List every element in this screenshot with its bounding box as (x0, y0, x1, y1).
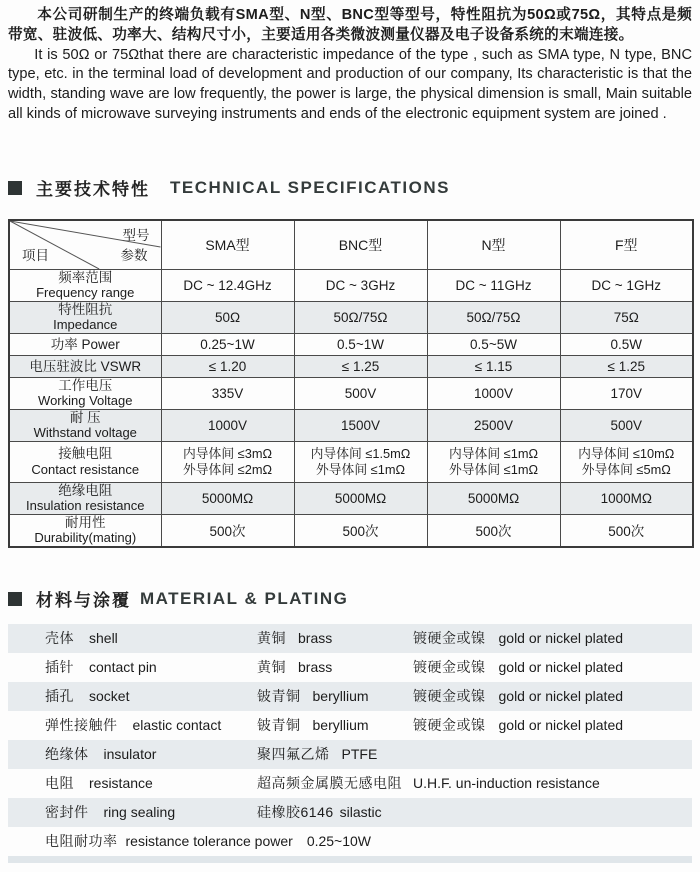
spec-row-power (9, 333, 693, 355)
spec-value: 335V (161, 377, 294, 409)
plating-zh: 镀硬金或镍 (413, 717, 486, 734)
materials-title-en: MATERIAL & PLATING (140, 588, 349, 608)
material-row-resistance-tolerance-power (8, 827, 692, 856)
material-en: 0.25~10W (306, 833, 372, 850)
intro-paragraph-en: It is 50Ω or 75Ωthat there are characteristic impedance of the type , such as SMA type, N type, BNC type, etc. in the terminal load of development and production of our company, Its characteristic is that the width, standing wave are low frequently, the power is large, the physical dimension is small, Main suitable all kinds of microwave surveying instruments and ends of the electronic equipment system are joined . (8, 46, 692, 122)
spec-value: 500次 (427, 514, 560, 547)
column-header-f: F型 (560, 220, 693, 270)
section-bullet-icon (8, 592, 22, 606)
spec-value: 1000V (427, 377, 560, 409)
material-en: silastic (339, 804, 382, 821)
material-row-shell (8, 624, 692, 653)
material-en: brass (298, 630, 333, 647)
spec-value: 0.5~1W (294, 333, 427, 355)
material-row-resistance (8, 769, 692, 798)
spec-value: 内导体间 ≤10mΩ 外导体间 ≤5mΩ (560, 441, 693, 482)
material-zh: 黄铜 (257, 659, 286, 676)
materials-list (8, 624, 692, 863)
spec-row-durability (9, 514, 693, 547)
row-label: 功率 Power (9, 333, 161, 355)
spec-value: DC ~ 12.4GHz (161, 269, 294, 301)
part-name-zh: 壳体 (45, 630, 74, 647)
section-bullet-icon (8, 181, 22, 195)
corner-label-item: 项目 (22, 247, 49, 263)
part-name-en: shell (89, 630, 118, 647)
material-zh: 硅橡胶6146 (257, 804, 334, 821)
spec-value: 0.25~1W (161, 333, 294, 355)
spec-value: 0.5~5W (427, 333, 560, 355)
row-label: 频率范围 Frequency range (9, 269, 161, 301)
part-name-zh: 电阻 (45, 775, 74, 792)
spec-value: 500次 (560, 514, 693, 547)
spec-row-vswr (9, 355, 693, 377)
plating-zh: 镀硬金或镍 (413, 630, 486, 647)
row-label: 耐 压 Withstand voltage (9, 409, 161, 441)
part-name-en: ring sealing (103, 804, 176, 821)
part-name-zh: 插针 (45, 659, 74, 676)
spec-value: ≤ 1.15 (427, 355, 560, 377)
spec-value: 5000MΩ (427, 482, 560, 514)
spec-value: 1500V (294, 409, 427, 441)
row-label: 耐用性 Durability(mating) (9, 514, 161, 547)
part-name-zh: 密封件 (45, 804, 89, 821)
spec-value: 内导体间 ≤1mΩ 外导体间 ≤1mΩ (427, 441, 560, 482)
spec-row-contact-resistance (9, 441, 693, 482)
section-header-specs (8, 177, 692, 199)
spec-value: ≤ 1.25 (560, 355, 693, 377)
spec-value: 500V (294, 377, 427, 409)
spec-table-corner-cell (9, 220, 161, 270)
spec-value: DC ~ 3GHz (294, 269, 427, 301)
spec-value: ≤ 1.20 (161, 355, 294, 377)
column-header-n: N型 (427, 220, 560, 270)
material-row-socket (8, 682, 692, 711)
part-name-zh: 插孔 (45, 688, 74, 705)
part-name-en: socket (89, 688, 130, 705)
materials-title-zh: 材料与涂覆 (36, 591, 131, 611)
spec-table-header-row (9, 220, 693, 270)
plating-en: U.H.F. un-induction resistance (413, 775, 600, 792)
plating-en: gold or nickel plated (498, 688, 624, 705)
spec-value: DC ~ 11GHz (427, 269, 560, 301)
spec-table (8, 219, 694, 548)
material-row-insulator (8, 740, 692, 769)
row-label: 工作电压 Working Voltage (9, 377, 161, 409)
plating-en: gold or nickel plated (498, 630, 624, 647)
bottom-shaded-strip (8, 856, 692, 863)
part-name-zh: 电阻耐功率 (45, 833, 118, 850)
plating-en: gold or nickel plated (498, 717, 624, 734)
spec-row-frequency-range (9, 269, 693, 301)
spec-row-working-voltage (9, 377, 693, 409)
spec-value: 0.5W (560, 333, 693, 355)
part-name-en: contact pin (89, 659, 157, 676)
part-name-en: elastic contact (132, 717, 222, 734)
material-zh: 超高频金属膜无感电阻 (257, 775, 402, 792)
corner-label-model: 型号 (122, 227, 150, 243)
material-row-elastic-contact (8, 711, 692, 740)
spec-value: 75Ω (560, 301, 693, 333)
spec-row-withstand-voltage (9, 409, 693, 441)
corner-label-param: 参数 (120, 247, 148, 263)
material-zh: 聚四氟乙烯 (257, 746, 330, 763)
material-en: brass (298, 659, 333, 676)
intro-paragraph-zh: 本公司研制生产的终端负载有SMA型、N型、BNC型等型号，特性阻抗为50Ω或75Ω，其特点是频带宽、驻波低、功率大、结构尺寸小，主要适用各类微波测量仪器及电子设备系统的末端连接。 (8, 7, 692, 43)
spec-value: 500次 (294, 514, 427, 547)
spec-value: 170V (560, 377, 693, 409)
plating-zh: 镀硬金或镍 (413, 688, 486, 705)
part-name-en: insulator (103, 746, 157, 763)
plating-en: gold or nickel plated (498, 659, 624, 676)
part-name-en: resistance (89, 775, 153, 792)
spec-value: 500次 (161, 514, 294, 547)
row-label: 特性阻抗 Impedance (9, 301, 161, 333)
spec-value: ≤ 1.25 (294, 355, 427, 377)
specs-title-zh: 主要技术特性 (36, 180, 150, 200)
plating-zh: 镀硬金或镍 (413, 659, 486, 676)
material-zh: 铍青铜 (257, 688, 301, 705)
spec-value: 5000MΩ (294, 482, 427, 514)
spec-value: 50Ω/75Ω (294, 301, 427, 333)
spec-value: 内导体间 ≤1.5mΩ 外导体间 ≤1mΩ (294, 441, 427, 482)
material-zh: 铍青铜 (257, 717, 301, 734)
spec-value: 50Ω (161, 301, 294, 333)
section-header-materials (8, 588, 692, 610)
material-en: PTFE (341, 746, 378, 763)
row-label: 电压驻波比 VSWR (9, 355, 161, 377)
material-row-ring-sealing (8, 798, 692, 827)
material-row-contact-pin (8, 653, 692, 682)
material-en: beryllium (312, 717, 369, 734)
row-label: 绝缘电阻 Insulation resistance (9, 482, 161, 514)
specs-title-en: TECHNICAL SPECIFICATIONS (170, 177, 450, 197)
material-en: beryllium (312, 688, 369, 705)
spec-value: DC ~ 1GHz (560, 269, 693, 301)
column-header-bnc: BNC型 (294, 220, 427, 270)
part-name-en: resistance tolerance power (125, 833, 293, 850)
column-header-sma: SMA型 (161, 220, 294, 270)
spec-value: 2500V (427, 409, 560, 441)
spec-value: 1000MΩ (560, 482, 693, 514)
spec-value: 1000V (161, 409, 294, 441)
spec-row-insulation-resistance (9, 482, 693, 514)
part-name-zh: 弹性接触件 (45, 717, 118, 734)
spec-value: 内导体间 ≤3mΩ 外导体间 ≤2mΩ (161, 441, 294, 482)
spec-value: 5000MΩ (161, 482, 294, 514)
row-label: 接触电阻 Contact resistance (9, 441, 161, 482)
part-name-zh: 绝缘体 (45, 746, 89, 763)
spec-value: 50Ω/75Ω (427, 301, 560, 333)
spec-row-impedance (9, 301, 693, 333)
material-zh: 黄铜 (257, 630, 286, 647)
spec-value: 500V (560, 409, 693, 441)
